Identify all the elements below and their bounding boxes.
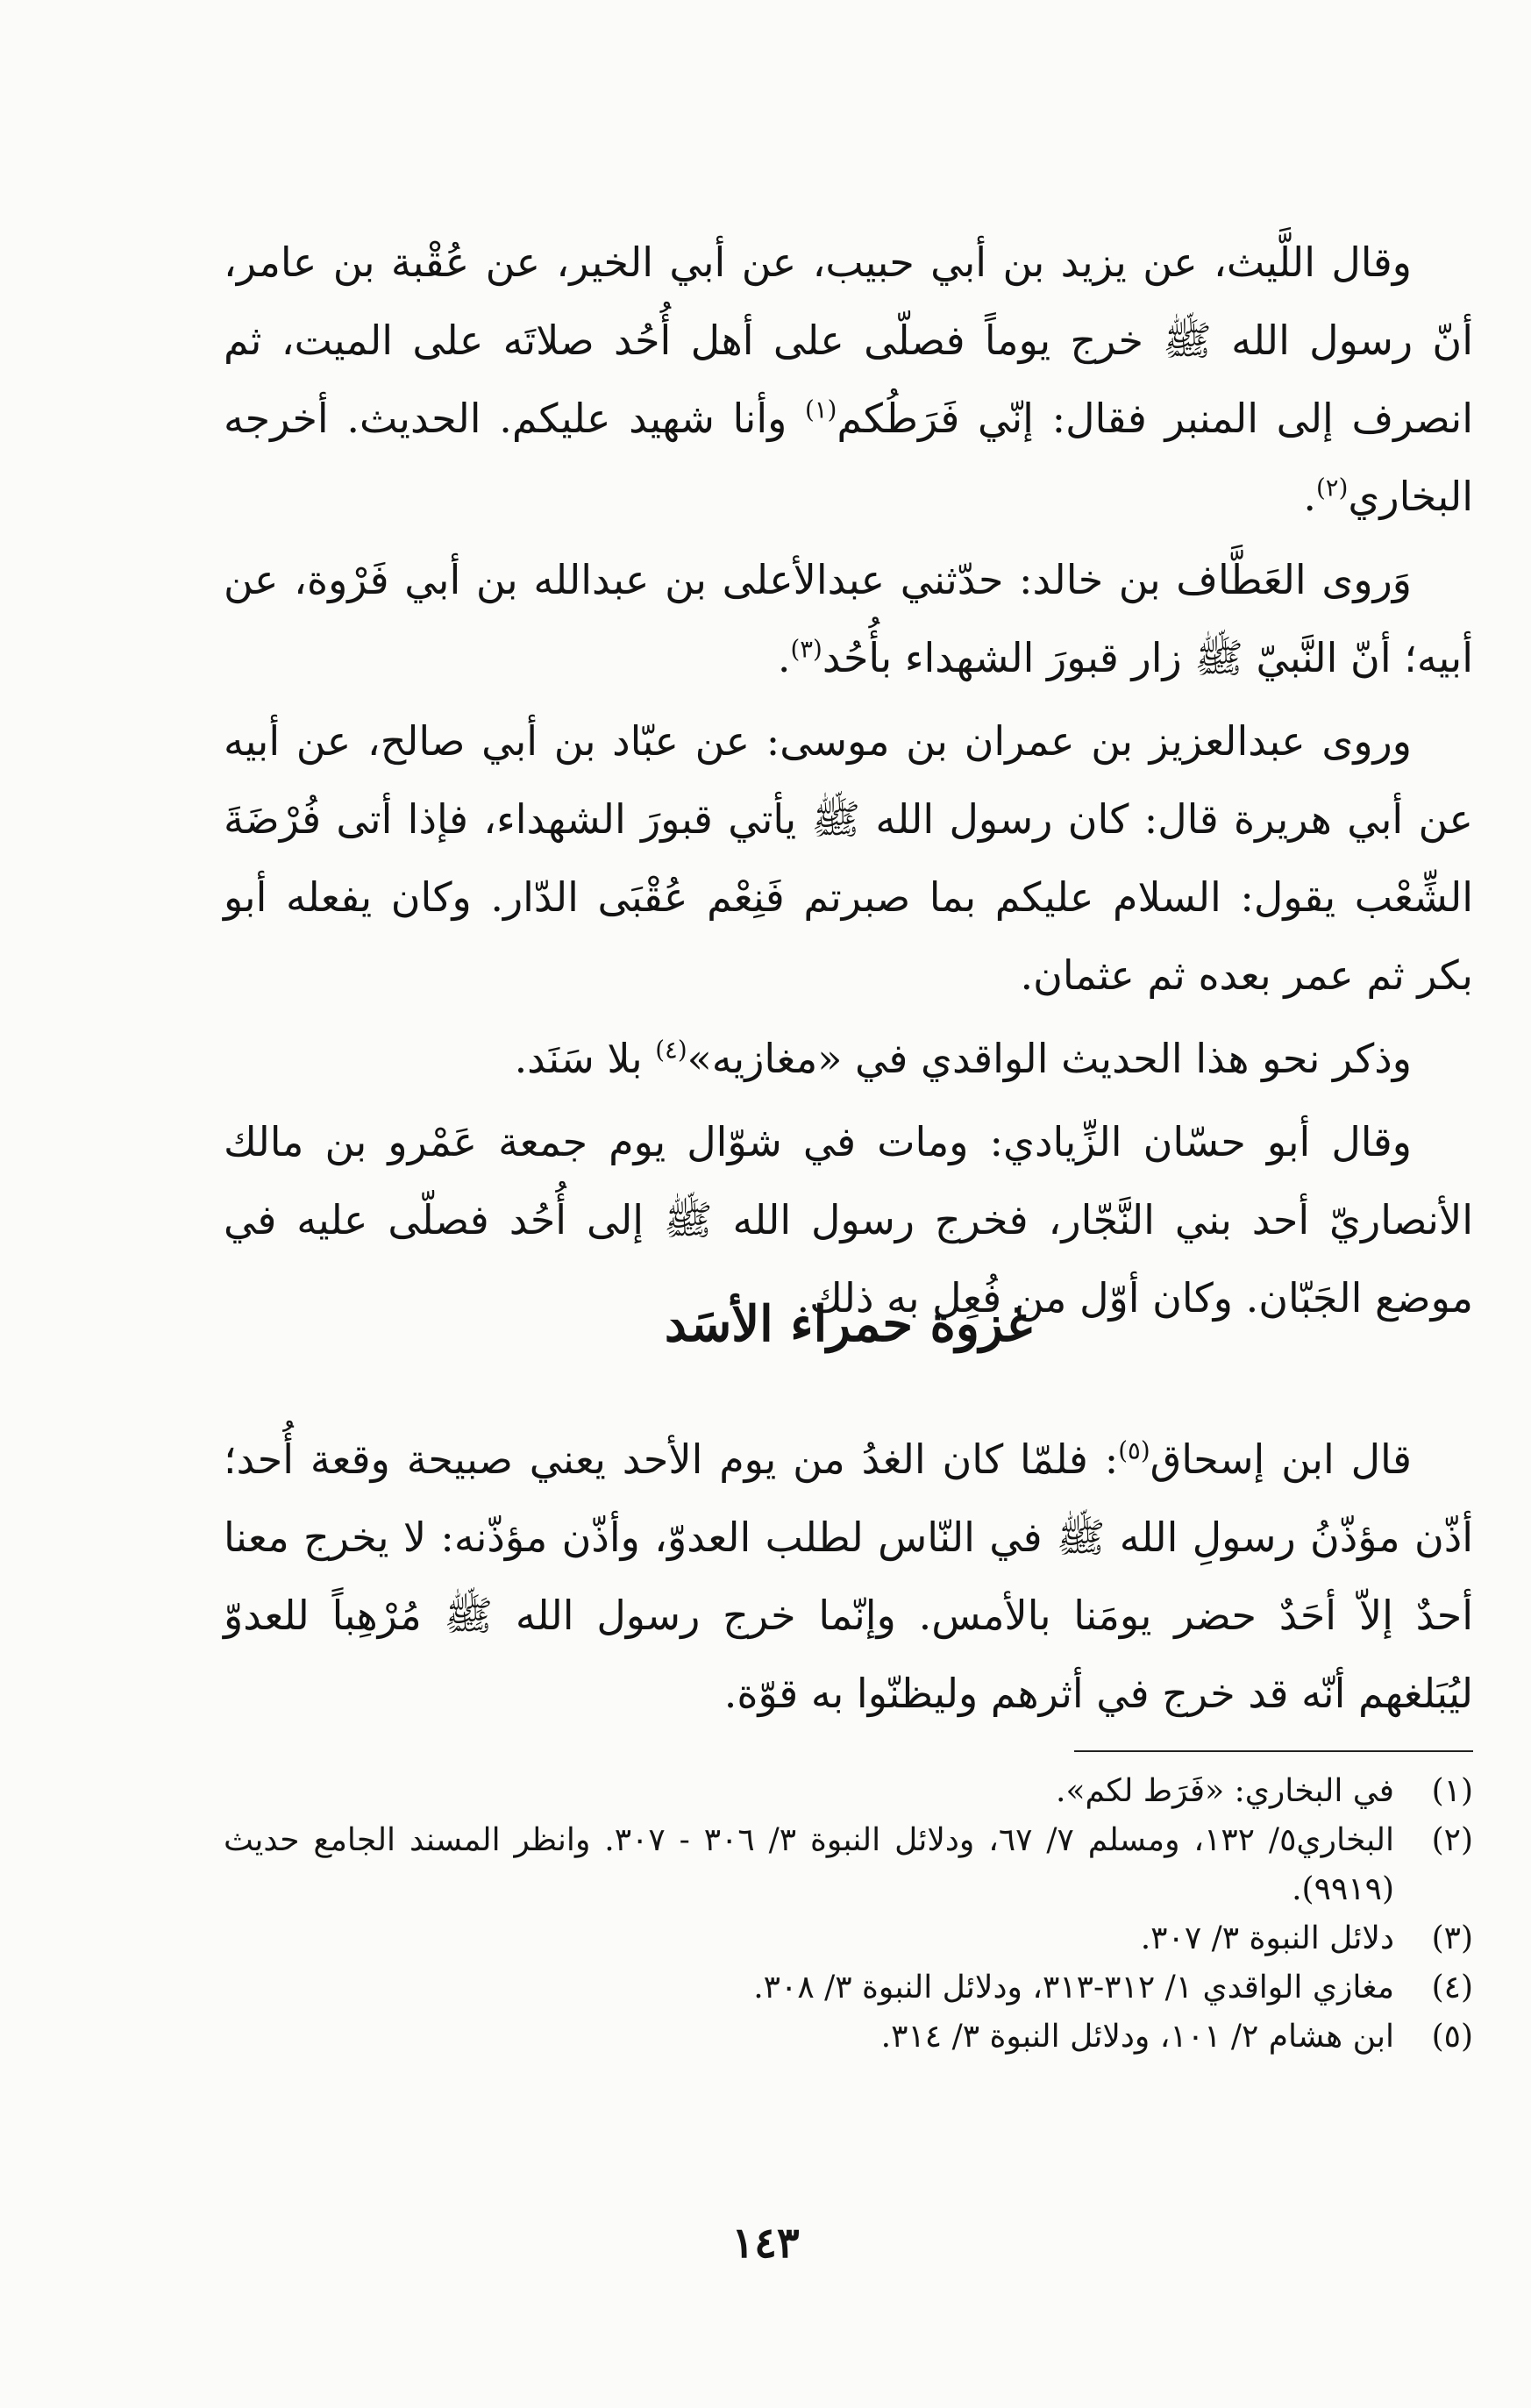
footnote [224,1816,1473,1914]
footnote-ref: (٣) [790,634,822,664]
footnote-text: في البخاري: «فَرَط لكم». [1056,1773,1394,1809]
main-text [224,224,1473,1337]
footnote-ref: (٤) [655,1035,687,1065]
section-heading: غزوة حمراء الأسَد [664,1295,1033,1353]
footnote [224,2013,1473,2062]
paragraph: وقال اللَّيث، عن يزيد بن أبي حبيب، عن أبي الخير، عن عُقْبة بن عامر، أنّ رسول الله ﷺ خرج يوماً فصلّى على أهل أُحُد صلاتَه على الميت، ثم انصرف إلى المنبر فقال: إنّي فَرَطُكم$^{(١)}$ وأنا شهيد عليكم. الحديث. أخرجه البخاري$^{(٢)}$. [224,239,1473,520]
footnote-number: (٢) [1431,1822,1473,1858]
footnote [224,1914,1473,1963]
footnote-text: مغازي الواقدي ١/ ٣١٢-٣١٣، ودلائل النبوة ٣/ ٣٠٨. [753,1970,1394,2005]
footnote [224,1963,1473,2013]
paragraph: قال ابن إسحاق$^{(٥)}$: فلمّا كان الغدُ من يوم الأحد يعني صبيحة وقعة أُحد؛ أذّن مؤذّنُ رسولِ الله ﷺ في النّاس لطلب العدوّ، وأذّن مؤذّنه: لا يخرج معنا أحدٌ إلاّ أحَدٌ حضر يومَنا بالأمس. وإنّما خرج رسول الله ﷺ مُرْهِباً للعدوّ ليُبَلغهم أنّه قد خرج في أثرهم وليظنّوا به قوّة. [224,1436,1473,1717]
footnote-number: (٣) [1431,1920,1473,1956]
paragraph: وَروى العَطَّاف بن خالد: حدّثني عبدالأعلى بن عبدالله بن أبي فَرْوة، عن أبيه؛ أنّ النَّبيّ ﷺ زار قبورَ الشهداء بأُحُد$^{(٣)}$. [224,556,1473,681]
paragraph: وقال أبو حسّان الزِّيادي: ومات في شوّال يوم جمعة عَمْرو بن مالك الأنصاريّ أحد بني النَّجّار، فخرج رسول الله ﷺ إلى أُحُد فصلّى عليه في موضع الجَبّان. وكان أوّل من فُعِل به ذلك. [224,1118,1473,1322]
footnote-text: البخاري٥/ ١٣٢، ومسلم ٧/ ٦٧، ودلائل النبوة ٣/ ٣٠٦ - ٣٠٧. وانظر المسند الجامع حديث (٩٩١٩). [224,1822,1395,1907]
footnote-number: (١) [1431,1773,1473,1809]
footnote-ref: (٥) [1118,1436,1150,1465]
main-text-continued [224,1421,1473,1733]
footnote-number: (٥) [1431,2019,1473,2055]
footnote [224,1767,1473,1816]
footnote-number: (٤) [1431,1970,1473,2005]
footnote-text: ابن هشام ٢/ ١٠١، ودلائل النبوة ٣/ ٣١٤. [880,2019,1394,2055]
footnote-ref: (٢) [1316,473,1349,502]
footnotes [224,1767,1473,2062]
paragraph: وروى عبدالعزيز بن عمران بن موسى: عن عبّاد بن أبي صالح، عن أبيه عن أبي هريرة قال: كان رسول الله ﷺ يأتي قبورَ الشهداء، فإذا أتى فُرْضَةَ الشِّعْب يقول: السلام عليكم بما صبرتم فَنِعْم عُقْبَى الدّار. وكان يفعله أبو بكر ثم عمر بعده ثم عثمان. [224,717,1473,999]
paragraph: وذكر نحو هذا الحديث الواقدي في «مغازيه»$^{(٤)}$ بلا سَنَد. [514,1035,1412,1082]
page-number: ١٤٣ [731,2219,800,2268]
footnote-ref: (١) [805,395,837,424]
footnote-separator [1074,1750,1473,1752]
footnote-text: دلائل النبوة ٣/ ٣٠٧. [1140,1920,1394,1956]
